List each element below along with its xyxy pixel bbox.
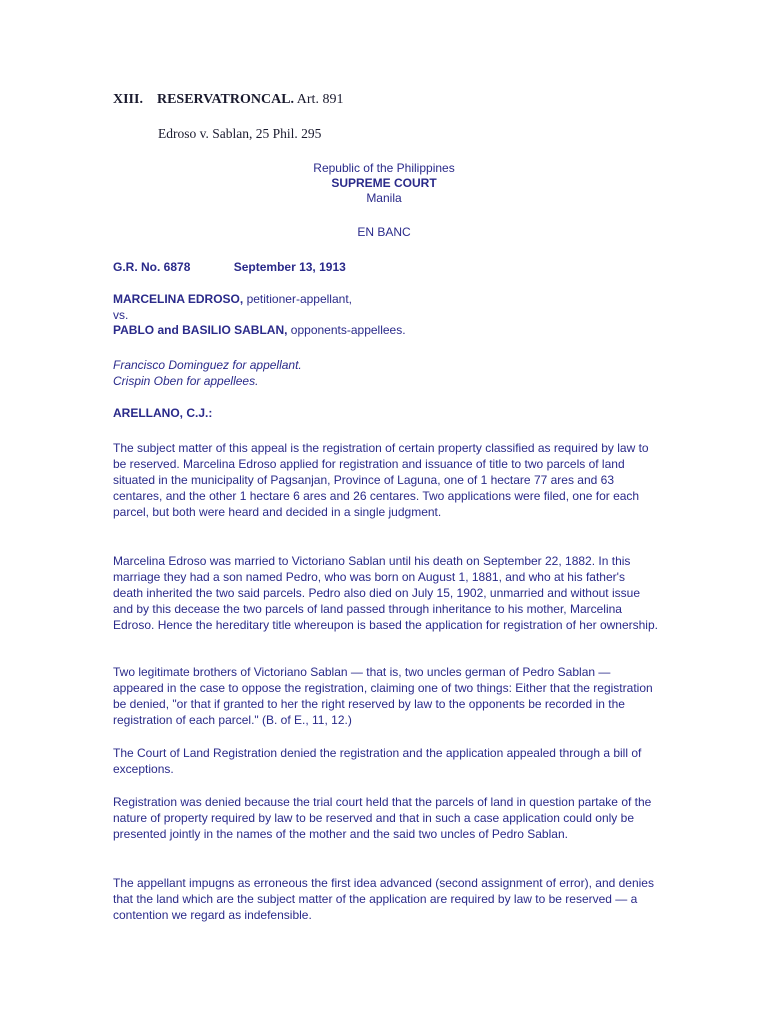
section-title: RESERVATRONCAL.	[156, 92, 295, 107]
case-citation: Edroso v. Sablan, 25 Phil. 295	[158, 126, 322, 141]
ponente-name: ARELLANO, C.J.:	[113, 406, 213, 420]
respondent-role: opponents-appellees.	[290, 323, 406, 337]
court-header	[0, 161, 768, 206]
paragraph-4: The Court of Land Registration denied the registration and the application appealed through a bill of exceptions.	[113, 746, 642, 777]
paragraph-1: The subject matter of this appeal is the registration of certain property classified as required by law to be reserved. Marcelina Edroso applied for registration and issuance of title to two parcels of land situated in the municipality of Pagsanjan, Province of Laguna, one of 1 hectare 77 ares and 63 centares, and the other 1 hectare 6 ares and 26 centares. Two applications were filed, one for each parcel, but both were heard and decided in a single judgment.	[113, 441, 649, 520]
division-label: EN BANC	[357, 225, 411, 239]
section-heading	[113, 92, 343, 108]
republic-line: Republic of the Philippines	[313, 161, 455, 175]
versus-label: vs.	[113, 307, 129, 322]
appellant-counsel: Francisco Dominguez for appellant.	[113, 358, 302, 372]
court-city: Manila	[366, 191, 402, 205]
petitioner-line	[113, 292, 406, 308]
docket-line	[113, 260, 346, 274]
petitioner-role: petitioner-appellant,	[246, 292, 352, 306]
parties-block	[113, 292, 406, 339]
appellees-counsel: Crispin Oben for appellees.	[113, 373, 259, 388]
paragraph-5: Registration was denied because the trial court held that the parcels of land in question partake of the nature of property required by law to be reserved and that in such a case application could only be presented jointly in the names of the mother and the said two uncles of Pedro Sablan.	[113, 795, 652, 842]
paragraph-6: The appellant impugns as erroneous the first idea advanced (second assignment of error), and denies that the land which are the subject matter of the application are required by law to be reserved — a contention we regard as indefensible.	[113, 876, 654, 923]
article-reference: Art. 891	[296, 92, 344, 107]
respondent-name: PABLO and BASILIO SABLAN,	[113, 323, 288, 337]
paragraph-3: Two legitimate brothers of Victoriano Sablan — that is, two uncles german of Pedro Sablan — appeared in the case to oppose the registration, claiming one of two things: Either that the registration be denied, "or that if granted to her the right reserved by law to the opponents be recorded in the registration of each parcel." (B. of E., 11, 12.)	[113, 665, 653, 728]
gr-number: G.R. No. 6878	[113, 260, 191, 274]
counsel-block	[113, 358, 302, 389]
section-number: XIII.	[113, 92, 143, 107]
respondent-line	[113, 323, 406, 339]
court-name: SUPREME COURT	[331, 176, 437, 190]
petitioner-name: MARCELINA EDROSO,	[113, 292, 244, 306]
paragraph-2: Marcelina Edroso was married to Victoriano Sablan until his death on September 22, 1882. In this marriage they had a son named Pedro, who was born on August 1, 1881, and who at his father's death inherited the two said parcels. Pedro also died on July 15, 1902, unmarried and without issue and by this decease the two parcels of land passed through inheritance to his mother, Marcelina Edroso. Hence the hereditary title whereupon is based the application for registration of her ownership.	[113, 554, 658, 633]
decision-date: September 13, 1913	[233, 260, 346, 274]
